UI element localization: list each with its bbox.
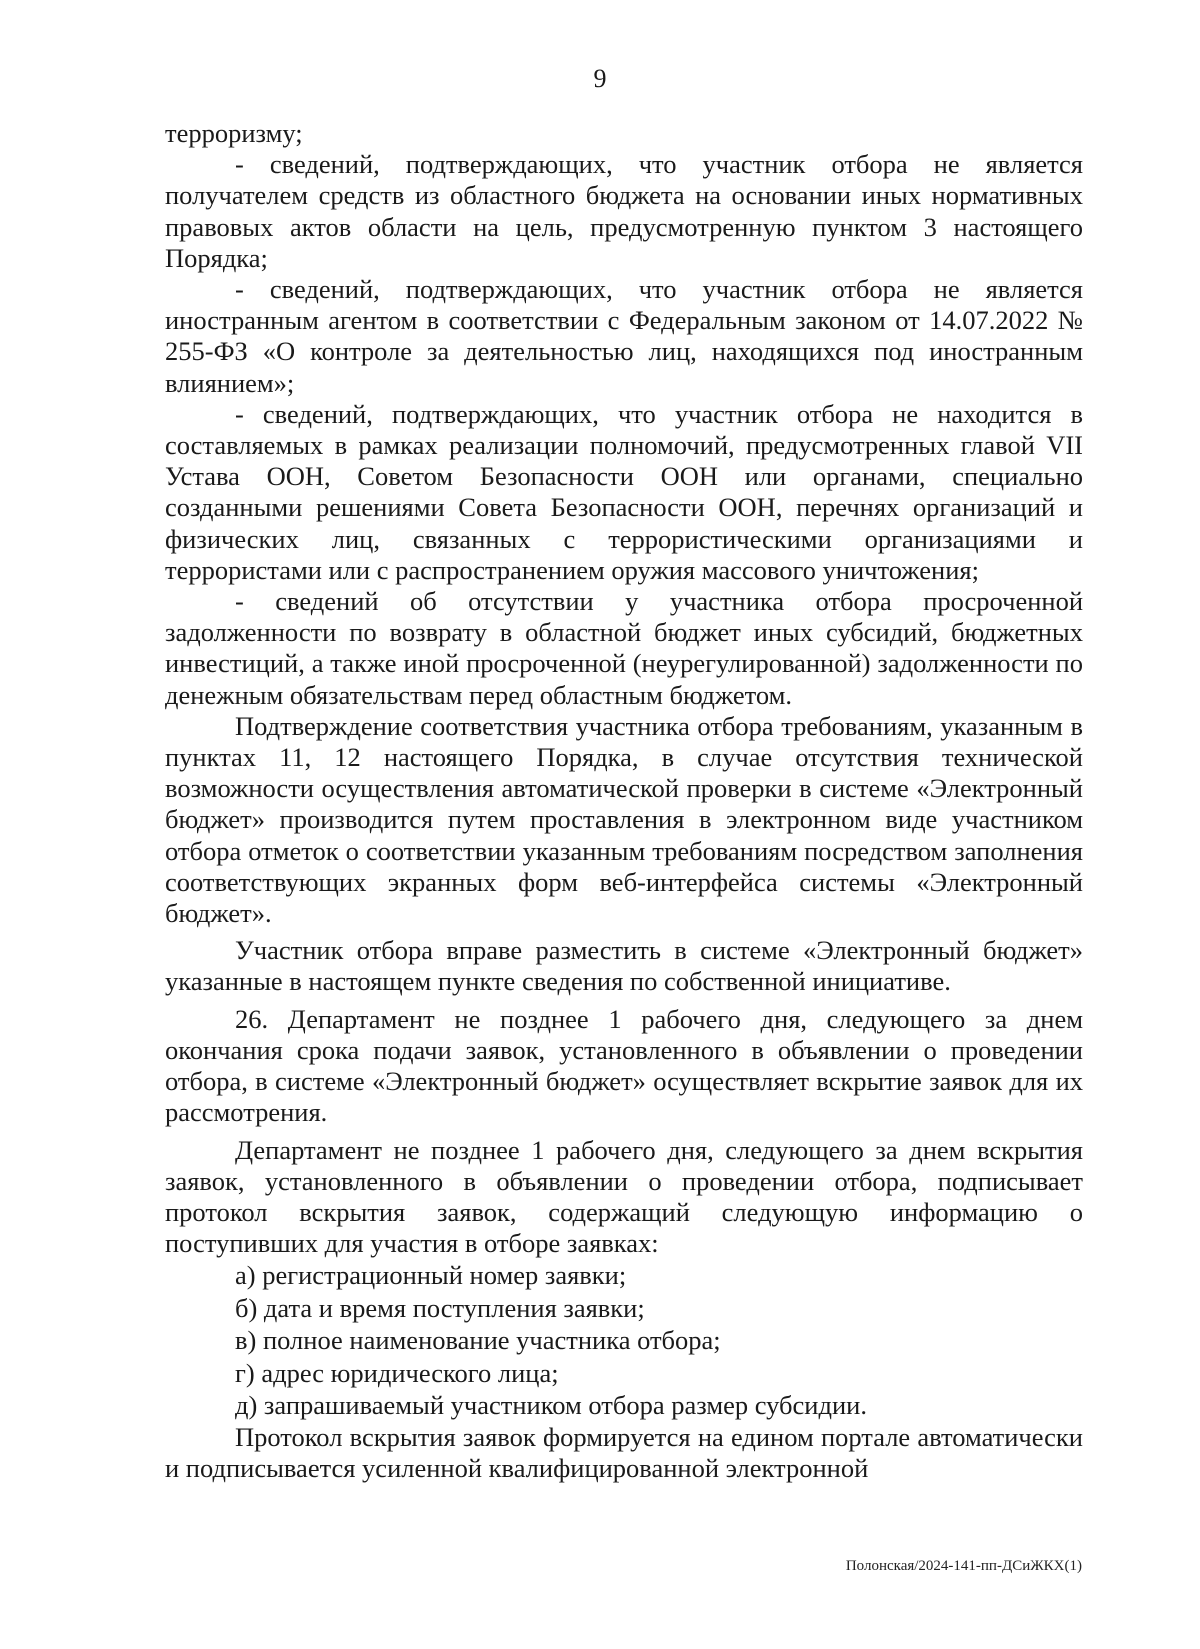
paragraph: - сведений, подтверждающих, что участник отбора не находится в составляемых в рамках реализации полномочий, предусмотренных главой VII Устава ООН, Советом Безопасности ООН или органами, специально созданными решениями Совета Безопасности ООН, перечнях организаций и физических лиц, связанных с террористическими организациями и террористами или с распространением оружия массового уничтожения;	[165, 398, 1083, 585]
list-item: д) запрашиваемый участником отбора размер субсидии.	[235, 1390, 867, 1421]
list-item: а) регистрационный номер заявки;	[235, 1260, 627, 1291]
paragraph: - сведений об отсутствии у участника отбора просроченной задолженности по возврату в областной бюджет иных субсидий, бюджетных инвестиций, а также иной просроченной (неурегулированной) задолженности по денежным обязательствам перед областным бюджетом.	[165, 586, 1083, 710]
paragraph: - сведений, подтверждающих, что участник отбора не является иностранным агентом в соответствии с Федеральным законом от 14.07.2022 № 255-ФЗ «О контроле за деятельностью лиц, находящихся под иностранным влиянием»;	[165, 274, 1083, 398]
list-item: г) адрес юридического лица;	[235, 1357, 559, 1388]
page-number: 9	[593, 64, 607, 93]
paragraph: Протокол вскрытия заявок формируется на едином портале автоматически и подписывается усиленной квалифицированной электронной	[165, 1421, 1083, 1484]
paragraph: Департамент не позднее 1 рабочего дня, следующего за днем вскрытия заявок, установленного в объявлении о проведении отбора, подписывает протокол вскрытия заявок, содержащий следующую информацию о поступивших для участия в отборе заявках:	[165, 1134, 1083, 1259]
info-list	[165, 1259, 1083, 1422]
paragraph: Участник отбора вправе разместить в системе «Электронный бюджет» указанные в настоящем пункте сведения по собственной инициативе.	[165, 935, 1083, 997]
paragraph: Подтверждение соответствия участника отбора требованиям, указанным в пунктах 11, 12 настоящего Порядка, в случае отсутствия технической возможности осуществления автоматической проверки в системе «Электронный бюджет» производится путем проставления в электронном виде участником отбора отметок о соответствии указанным требованиям посредством заполнения соответствующих экранных форм веб-интерфейса системы «Электронный бюджет».	[165, 710, 1083, 929]
paragraph: 26. Департамент не позднее 1 рабочего дня, следующего за днем окончания срока подачи заявок, установленного в объявлении о проведении отбора, в системе «Электронный бюджет» осуществляет вскрытие заявок для их рассмотрения.	[165, 1003, 1083, 1128]
paragraph: терроризму;	[165, 118, 303, 148]
list-item: в) полное наименование участника отбора;	[235, 1325, 721, 1356]
footer-document-code: Полонская/2024-141-пп-ДСиЖКХ(1)	[845, 1558, 1082, 1574]
document-body	[165, 118, 1083, 1484]
paragraph: - сведений, подтверждающих, что участник отбора не является получателем средств из областного бюджета на основании иных нормативных правовых актов области на цель, предусмотренную пунктом 3 настоящего Порядка;	[165, 149, 1083, 273]
list-item: б) дата и время поступления заявки;	[235, 1292, 645, 1323]
